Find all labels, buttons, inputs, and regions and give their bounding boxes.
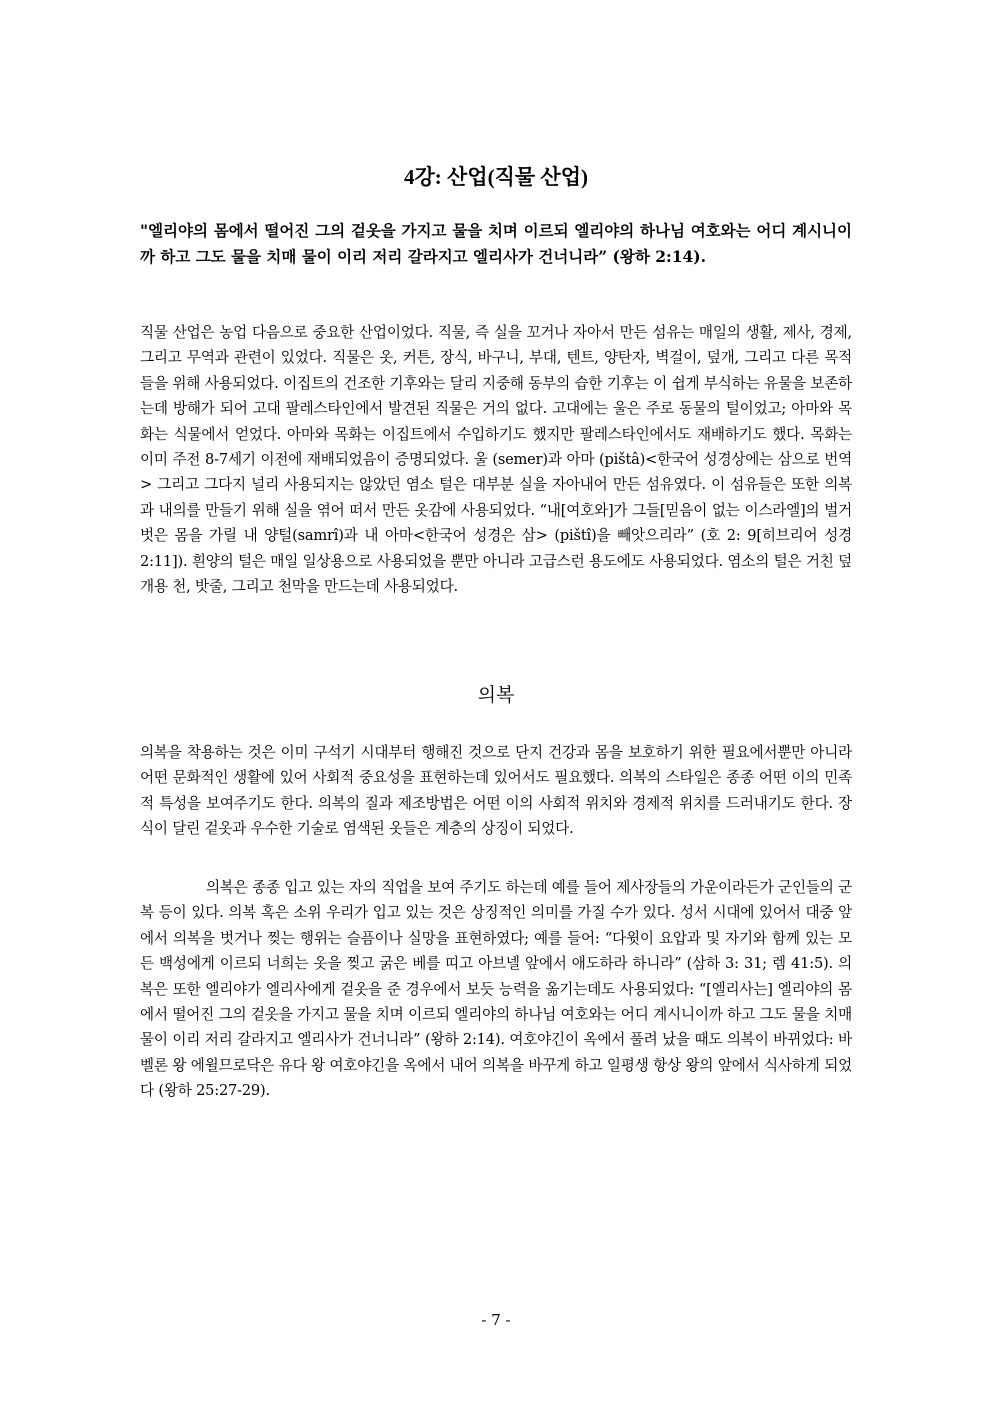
epigraph-quote: "엘리야의 몸에서 떨어진 그의 겉옷을 가지고 물을 치며 이르되 엘리야의 하나님 여호와는 어디 계시니이까 하고 그도 물을 치매 물이 이리 저리 갈라지고 엘리사가 건너니라” (왕하 2:14). xyxy=(140,221,852,266)
intro-paragraph: 직물 산업은 농업 다음으로 중요한 산업이었다. 직물, 즉 실을 꼬거나 자아서 만든 섬유는 매일의 생활, 제사, 경제, 그리고 무역과 관련이 있었다. 직물은 옷, 커튼, 장식, 바구니, 부대, 텐트, 양탄자, 벽걸이, 덮개, 그리고 다른 목적들을 위해 사용되었다. 이집트의 건조한 기후와는 달리 지중해 동부의 습한 기후는 이 쉽게 부식하는 유물을 보존하는데 방해가 되어 고대 팔레스타인에서 발견된 직물은 거의 없다. 고대에는 울은 주로 동물의 털이었고; 아마와 목화는 식물에서 얻었다. 아마와 목화는 이집트에서 수입하기도 했지만 팔레스타인에서도 재배하기도 했다. 목화는 이미 주전 8-7세기 이전에 재배되었음이 증명되었다. 울 (semer)과 아마 (pištâ)<한국어 성경상에는 삼으로 번역> 그리고 그다지 널리 사용되지는 않았던 염소 털은 대부분 실을 자아내어 만든 섬유였다. 이 섬유들은 또한 의복과 내의를 만들기 위해 실을 엮어 떠서 만든 옷감에 사용되었다. “내[여호와]가 그들[믿음이 없는 이스라엘]의 벌거벗은 몸을 가릴 내 양털(samrî)과 내 아마<한국어 성경은 삼> (pištî)을 빼앗으리라” (호 2: 9[히브리어 성경 2:11]). 흰양의 털은 매일 일상용으로 사용되었을 뿐만 아니라 고급스런 용도에도 사용되었다. 염소의 털은 거친 덮개용 천, 밧줄, 그리고 천막을 만드는데 사용되었다. xyxy=(140,324,852,596)
clothing-paragraph-2: 의복은 종종 입고 있는 자의 직업을 보여 주기도 하는데 예를 들어 제사장들의 가운이라든가 군인들의 군복 등이 있다. 의복 혹은 소위 우리가 입고 있는 것은 상징적인 의미를 가질 수가 있다. 성서 시대에 있어서 대중 앞에서 의복을 벗거나 찢는 행위는 슬픔이나 실망을 표현하였다; 예를 들어: “다윗이 요압과 및 자기와 함께 있는 모든 백성에게 이르되 너희는 옷을 찢고 굵은 베를 띠고 아브넬 앞에서 애도하라 하니라” (삼하 3: 31; 렘 41:5). 의복은 또한 엘리야가 엘리사에게 겉옷을 준 경우에서 보듯 능력을 옮기는데도 사용되었다: “[엘리사는] 엘리야의 몸에서 떨어진 그의 겉옷을 가지고 물을 치며 이르되 엘리야의 하나님 여호와는 어디 계시니이까 하고 그도 물을 치매 물이 이리 저리 갈라지고 엘리사가 건너니라” (왕하 2:14). 여호야긴이 옥에서 풀려 났을 때도 의복이 바뀌었다: 바벨론 왕 에윌므로닥은 유다 왕 여호야긴을 옥에서 내어 의복을 바꾸게 하고 일평생 항상 왕의 앞에서 식사하게 되었다 (왕하 25:27-29). xyxy=(140,879,852,1100)
section-heading-clothing: 의복 xyxy=(477,684,515,706)
chapter-title: 4강: 산업(직물 산업) xyxy=(404,165,588,189)
clothing-paragraph-1: 의복을 착용하는 것은 이미 구석기 시대부터 행해진 것으로 단지 건강과 몸을 보호하기 위한 필요에서뿐만 아니라 어떤 문화적인 생활에 있어 사회적 중요성을 표현하는데 있어서도 필요했다. 의복의 스타일은 종종 어떤 이의 민족적 특성을 보여주기도 한다. 의복의 질과 제조방법은 어떤 이의 사회적 위치와 경제적 위치를 드러내기도 한다. 장식이 달린 겉옷과 우수한 기술로 염색된 옷들은 계층의 상징이 되었다. xyxy=(140,744,852,838)
page-number: - 7 - xyxy=(481,1311,511,1329)
